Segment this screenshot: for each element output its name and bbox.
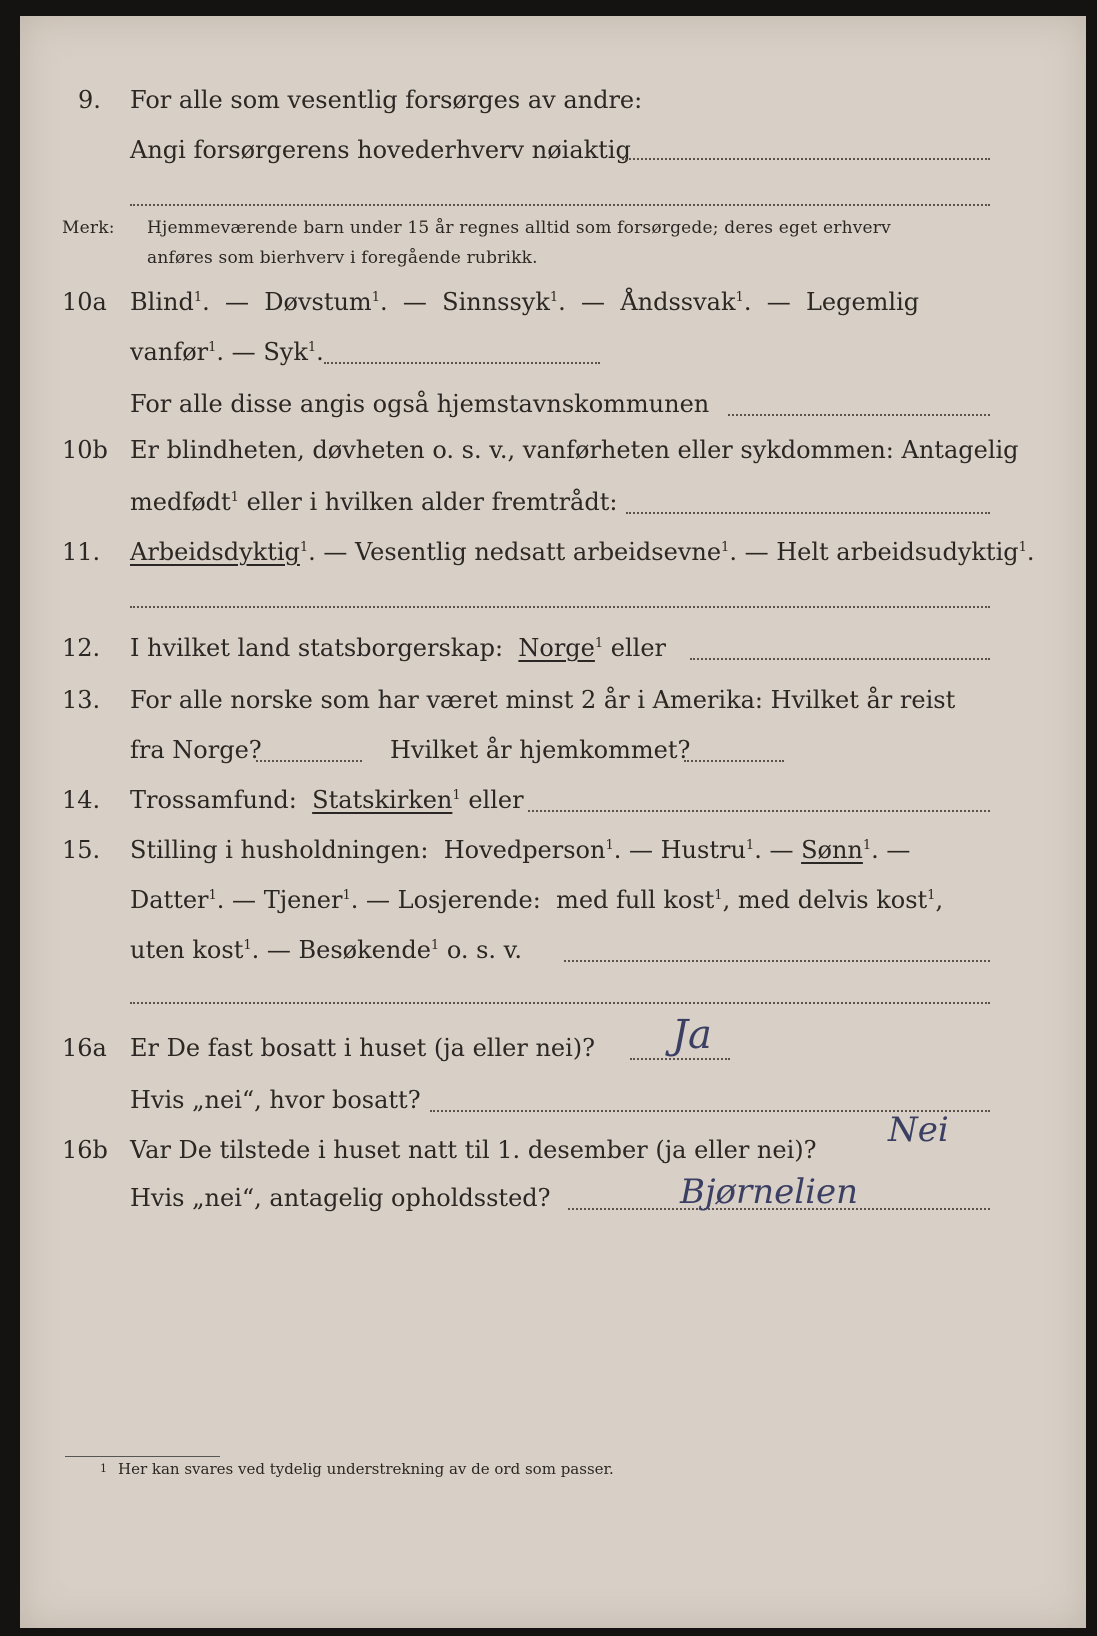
q14-answer-line[interactable] [528, 810, 990, 812]
q15-answer-line-2[interactable] [130, 1002, 990, 1004]
q16b-handwritten-answer: Nei [888, 1110, 949, 1150]
q10b-number: 10b [62, 436, 108, 464]
q13-row-1 [20, 686, 1086, 722]
q15-number: 15. [62, 836, 101, 864]
q16b-text-2: Hvis „nei“, antagelig opholdssted? [130, 1184, 551, 1212]
q13-fra-line[interactable] [256, 760, 362, 762]
q11-number: 11. [62, 538, 101, 566]
q15-row-3 [20, 936, 1086, 972]
q16a-number: 16a [62, 1034, 107, 1062]
q16b-text-1: Var De tilstede i huset natt til 1. desember (ja eller nei)? [130, 1136, 817, 1164]
q9-row-1 [20, 86, 1086, 122]
q11-row [20, 538, 1086, 574]
q10a-row-3 [20, 390, 1086, 426]
q14-row [20, 786, 1086, 822]
q16b-handwritten-place: Bjørnelien [680, 1172, 859, 1212]
q12-row [20, 634, 1086, 670]
q12-text: I hvilket land statsborgerskap: Norge$^1$ eller [130, 634, 667, 662]
q16a-handwritten-answer: Ja [672, 1012, 712, 1058]
q10a-number: 10a [62, 288, 107, 316]
q16a-row-1 [20, 1012, 1086, 1070]
q14-text: Trossamfund: Statskirken$^1$ eller [130, 786, 524, 814]
q10a-text-3: For alle disse angis også hjemstavnskommunen [130, 390, 710, 418]
q16a-text-2: Hvis „nei“, hvor bosatt? [130, 1086, 421, 1114]
q10b-row-2 [20, 488, 1086, 524]
q16b-number: 16b [62, 1136, 108, 1164]
q13-number: 13. [62, 686, 101, 714]
q13-row-2 [20, 736, 1086, 772]
footnote-divider [65, 1456, 220, 1457]
q10a-kommune-line[interactable] [728, 414, 990, 416]
q10b-answer-line[interactable] [626, 512, 990, 514]
q10b-text-2: medfødt$^1$ eller i hvilken alder fremtrådt: [130, 488, 618, 516]
q10a-text-1: Blind$^1$. — Døvstum$^1$. — Sinnssyk$^1$. — Åndssvak$^1$. — Legemlig [130, 288, 920, 316]
q15-text-3: uten kost$^1$. — Besøkende$^1$ o. s. v. [130, 936, 523, 964]
q15-answer-line[interactable] [564, 960, 990, 962]
q13-fra-label: fra Norge? [130, 736, 262, 764]
q11-text: Arbeidsdyktig$^1$. — Vesentlig nedsatt arbeidsevne$^1$. — Helt arbeidsudyktig$^1$. [130, 538, 1035, 566]
q9-number: 9. [78, 86, 101, 114]
q10a-text-2: vanfør$^1$. — Syk$^1$. [130, 338, 324, 366]
merk-text-2: anføres som bierhverv i foregående rubrikk. [147, 248, 538, 268]
footnote-text: Her kan svares ved tydelig understrekning av de ord som passer. [118, 1460, 614, 1478]
q12-answer-line[interactable] [690, 658, 990, 660]
q10b-text-1: Er blindheten, døvheten o. s. v., vanførheten eller sykdommen: Antagelig [130, 436, 1019, 464]
q10a-row-2 [20, 338, 1086, 374]
q9-answer-line[interactable] [622, 158, 990, 160]
q9-text-1: For alle som vesentlig forsørges av andre: [130, 86, 643, 114]
q15-row-1 [20, 836, 1086, 872]
q10b-row-1 [20, 436, 1086, 472]
q16b-row-1 [20, 1110, 1086, 1172]
q13-text-1: For alle norske som har været minst 2 år i Amerika: Hvilket år reist [130, 686, 956, 714]
q9-text-2: Angi forsørgerens hovederhverv nøiaktig [130, 136, 631, 164]
q11-answer-line[interactable] [130, 606, 990, 608]
q15-text-2: Datter$^1$. — Tjener$^1$. — Losjerende: med full kost$^1$, med delvis kost$^1$, [130, 886, 944, 914]
q16a-text-1: Er De fast bosatt i huset (ja eller nei)? [130, 1034, 596, 1062]
q10a-answer-line[interactable] [324, 362, 600, 364]
q16a-answer-line[interactable] [630, 1058, 730, 1060]
q13-hjem-line[interactable] [684, 760, 784, 762]
q13-hjem-label: Hvilket år hjemkommet? [390, 736, 691, 764]
q9-answer-line-2[interactable] [130, 204, 990, 206]
q15-text-1: Stilling i husholdningen: Hovedperson$^1$. — Hustru$^1$. — Sønn$^1$. — [130, 836, 911, 864]
merk-text-1: Hjemmeværende barn under 15 år regnes alltid som forsørgede; deres eget erhverv [147, 218, 891, 238]
merk-label: Merk: [62, 218, 115, 238]
q9-row-2 [20, 136, 1086, 172]
q15-row-2 [20, 886, 1086, 922]
q10a-row-1 [20, 288, 1086, 324]
footnote-mark: 1 [100, 1462, 107, 1475]
q12-number: 12. [62, 634, 101, 662]
q14-number: 14. [62, 786, 101, 814]
census-form-page [20, 16, 1086, 1628]
q16b-row-2 [20, 1172, 1086, 1220]
